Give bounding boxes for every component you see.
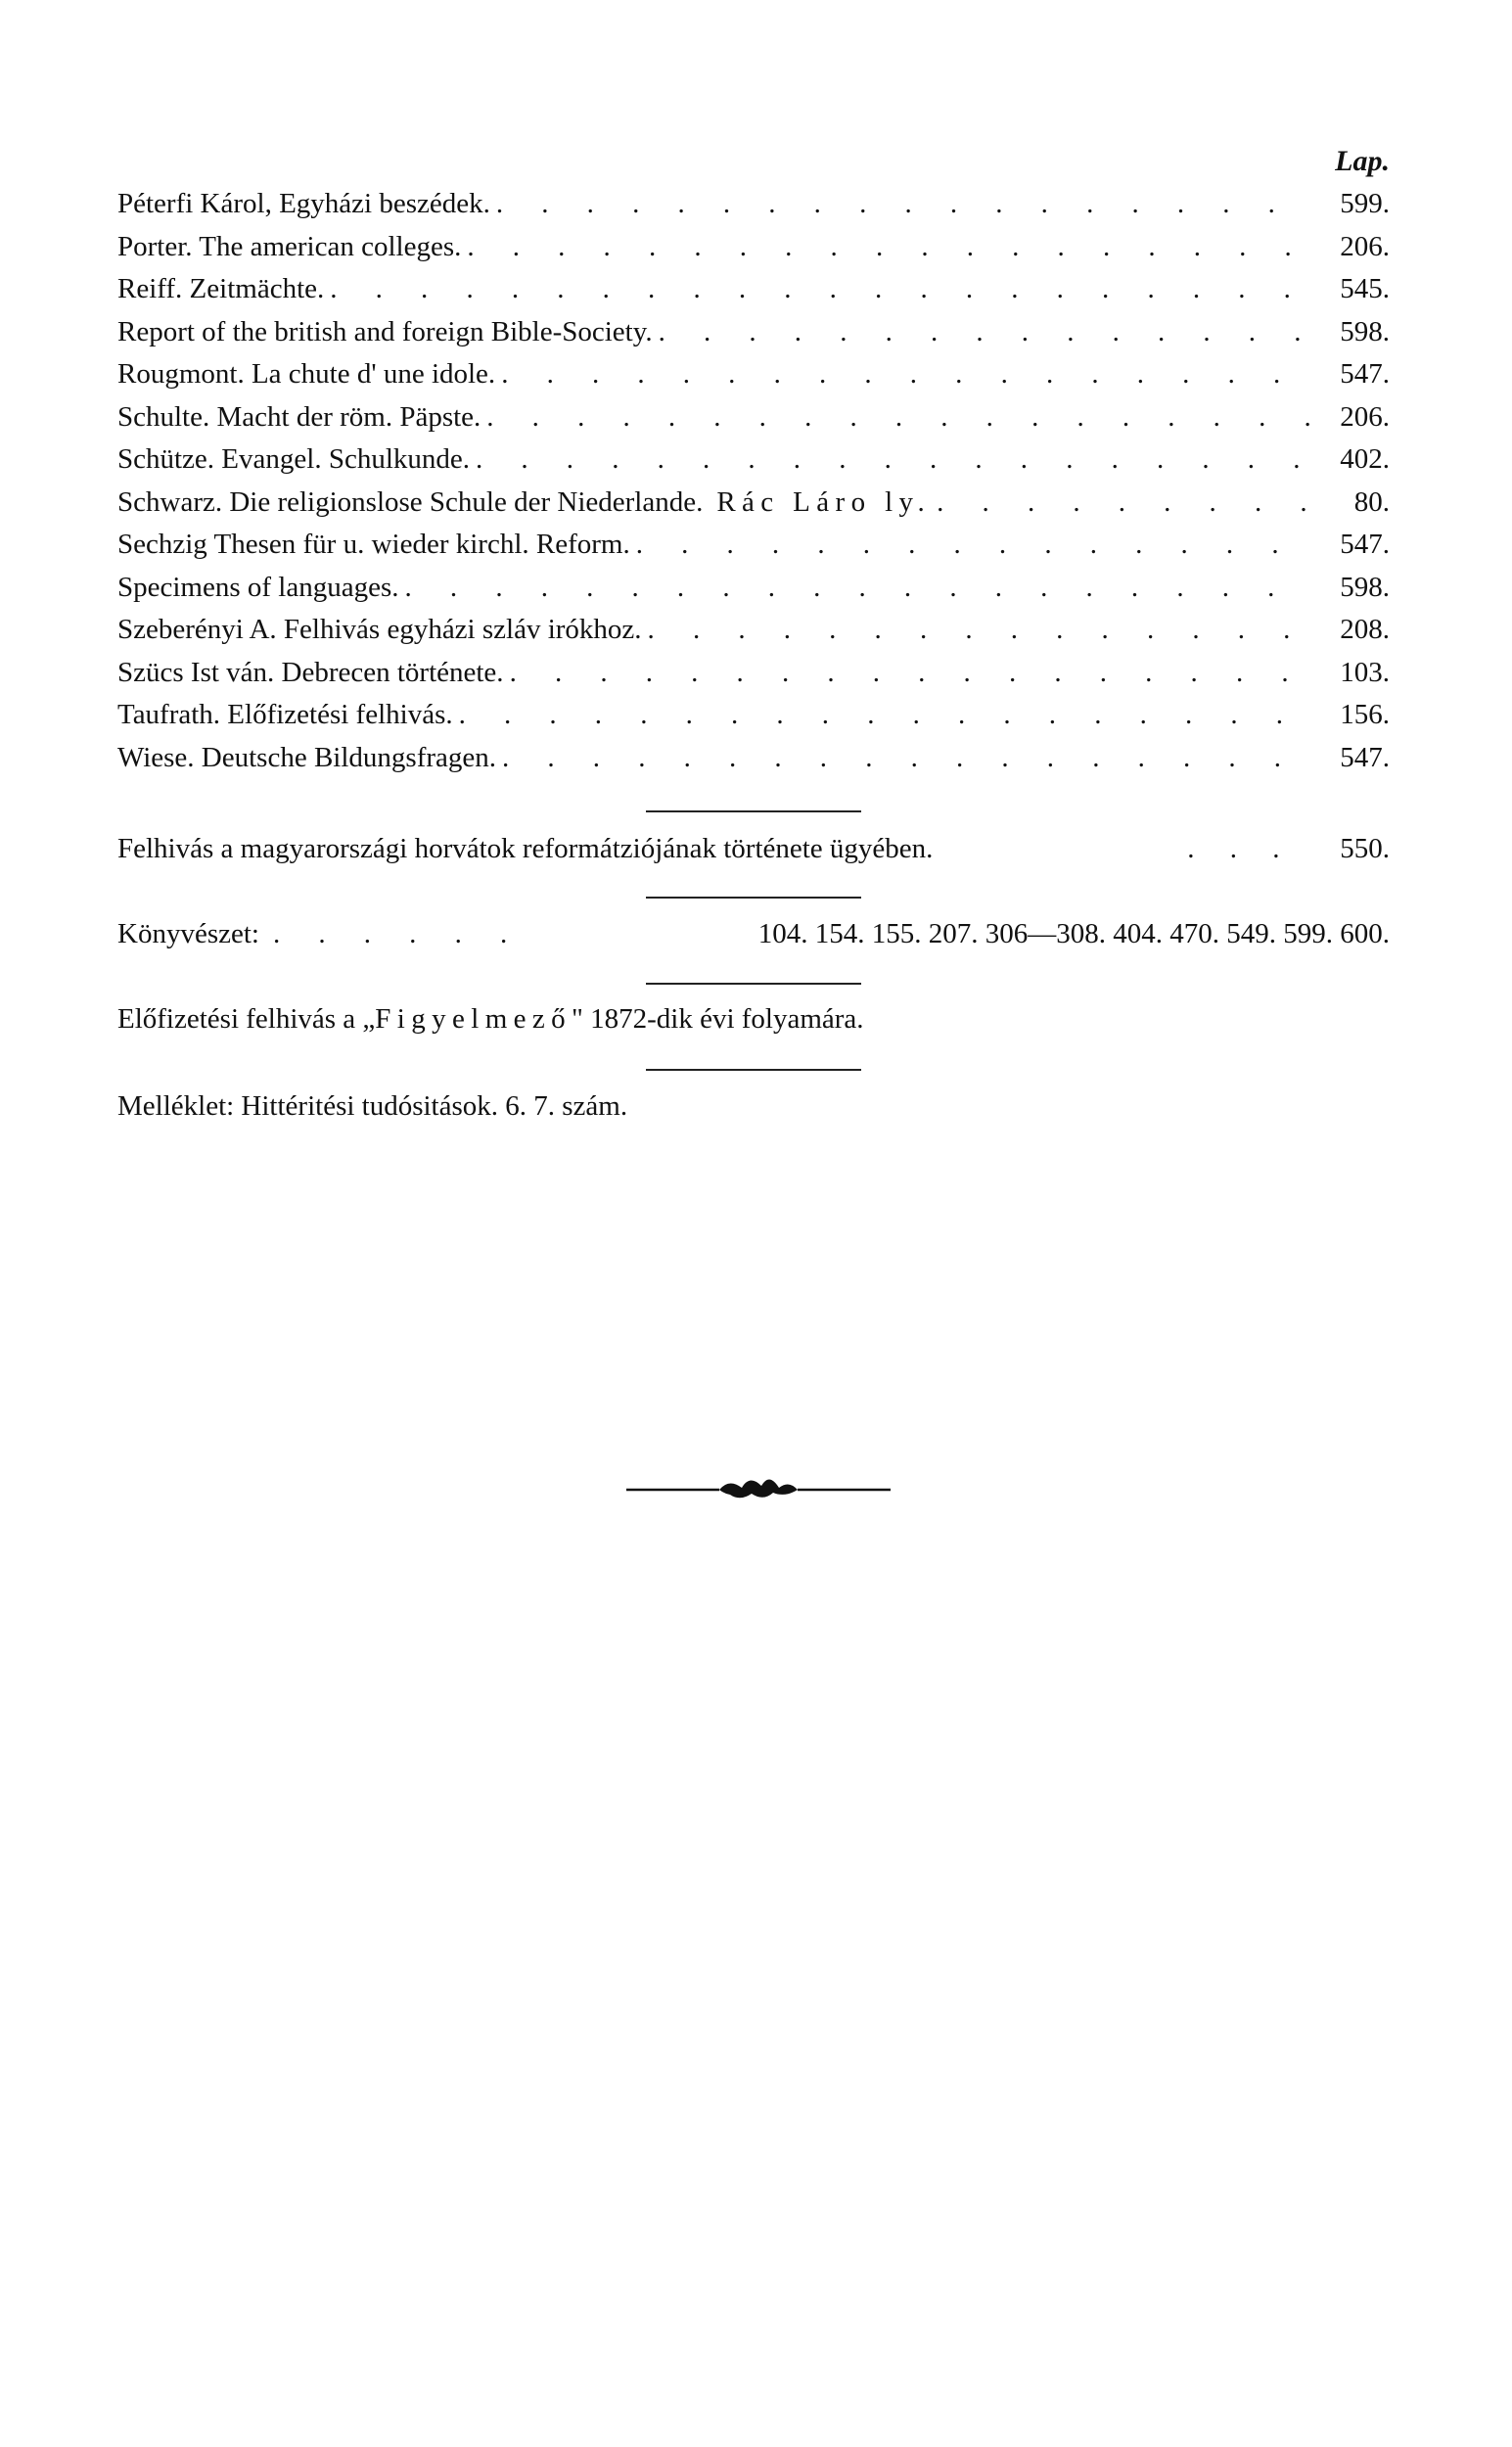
bibliography-label: Könyvészet: <box>117 918 259 949</box>
entry-page-number: 599. <box>1340 188 1390 219</box>
entry-page-number: 156. <box>1340 699 1390 730</box>
entry-page-number: 402. <box>1340 443 1390 475</box>
entry-page-number: 545. <box>1340 273 1390 304</box>
entry-page-number: 547. <box>1340 358 1390 390</box>
subscription-suffix: " 1872-dik évi folyamára. <box>572 1003 864 1035</box>
subscription-prefix: Előfizetési felhivás a „ <box>117 1003 376 1035</box>
entry-title <box>117 396 481 439</box>
entry-title <box>117 311 653 354</box>
entry-title-text: Reiff. Zeitmächte. <box>117 273 325 304</box>
toc-entry <box>117 353 1390 396</box>
entry-title <box>117 183 490 226</box>
dot-leader: . . . . . . <box>272 918 524 949</box>
dot-leader <box>399 567 1311 610</box>
entry-page-number: 547. <box>1340 529 1390 560</box>
toc-entry <box>117 652 1390 695</box>
page-column-header: Lap. <box>1335 145 1390 177</box>
separator-rule <box>646 1069 861 1071</box>
entry-title-text: Szücs Ist ván. Debrecen története. <box>117 656 504 688</box>
entry-page-number: 206. <box>1340 400 1390 433</box>
dot-leader <box>642 609 1311 652</box>
entry-title <box>117 567 399 610</box>
entry-title-text: Schwarz. Die religionslose Schule der Niederlande. <box>117 485 704 518</box>
entry-title-text: Péterfi Károl, Egyházi beszédek. <box>117 188 490 219</box>
dot-leader <box>324 268 1311 311</box>
entry-title-text: Schütze. Evangel. Schulkunde. <box>117 443 470 475</box>
entry-title <box>117 268 324 311</box>
entry-page-number: 80. <box>1353 485 1390 518</box>
entry-title-text: Report of the british and foreign Bible-Society. <box>117 315 653 347</box>
entry-page-number: 598. <box>1340 571 1390 603</box>
dot-leader <box>630 524 1311 567</box>
dot-leader <box>504 652 1311 695</box>
entry-title-text: Sechzig Thesen für u. wieder kirchl. Reform. <box>117 529 630 560</box>
dot-leader <box>653 311 1311 354</box>
toc-entry <box>117 694 1390 737</box>
entry-title-text: Porter. The american colleges. <box>117 230 462 262</box>
entry-title <box>117 353 495 396</box>
entry-title <box>117 737 496 780</box>
entry-title <box>117 694 453 737</box>
appeal-page-number: 550. <box>1340 833 1390 864</box>
toc-entry <box>117 268 1390 311</box>
toc-entry <box>117 737 1390 780</box>
toc-entry <box>117 396 1390 439</box>
entry-title-text: Schulte. Macht der röm. Päpste. <box>117 400 481 433</box>
entry-title <box>117 439 470 482</box>
toc-entry <box>117 226 1390 269</box>
dot-leader <box>495 353 1311 396</box>
entry-title <box>117 482 931 525</box>
toc-entry <box>117 311 1390 354</box>
entry-page-number: 598. <box>1340 315 1390 347</box>
toc-entry <box>117 183 1390 226</box>
dot-leader <box>490 183 1311 226</box>
appeal-text: Felhivás a magyarországi horvátok reformátziójának története ügyében. <box>117 833 934 864</box>
subscription-entry <box>117 1003 864 1036</box>
entry-title-text: Rougmont. La chute d' une idole. <box>117 358 496 390</box>
dot-leader <box>931 482 1311 525</box>
separator-rule <box>646 810 861 812</box>
bibliography-page-refs: 104. 154. 155. 207. 306—308. 404. 470. 549. 599. 600. <box>757 918 1390 949</box>
dot-leader <box>481 396 1311 439</box>
toc-entry <box>117 482 1390 525</box>
entry-title-text: Specimens of languages. <box>117 571 399 603</box>
entry-title-text: Taufrath. Előfizetési felhivás. <box>117 699 453 730</box>
entry-page-number: 206. <box>1340 230 1390 262</box>
table-of-contents <box>117 183 1390 779</box>
entry-title-text: Wiese. Deutsche Bildungsfragen. <box>117 741 496 773</box>
toc-entry <box>117 567 1390 610</box>
toc-entry <box>117 524 1390 567</box>
appendix-entry: Melléklet: Hittéritési tudósitások. 6. 7. szám. <box>117 1090 628 1122</box>
entry-page-number: 208. <box>1340 614 1390 645</box>
entry-reviewer: Rác Láro ly. <box>716 485 932 518</box>
toc-entry <box>117 609 1390 652</box>
entry-title <box>117 609 642 652</box>
dot-leader: . . . <box>1187 833 1294 864</box>
entry-title-text: Szeberényi A. Felhivás egyházi szláv irókhoz. <box>117 614 642 645</box>
entry-title <box>117 524 630 567</box>
entry-title <box>117 226 461 269</box>
separator-rule <box>646 983 861 985</box>
dot-leader <box>496 737 1311 780</box>
appeal-entry <box>117 833 1390 865</box>
entry-page-number: 103. <box>1340 656 1390 688</box>
dot-leader <box>453 694 1311 737</box>
toc-entry <box>117 439 1390 482</box>
ornament-flourish <box>626 1468 891 1507</box>
separator-rule <box>646 897 861 899</box>
bibliography-entry <box>117 918 1390 950</box>
entry-page-number: 547. <box>1340 741 1390 773</box>
dot-leader <box>461 226 1311 269</box>
dot-leader <box>470 439 1311 482</box>
journal-title: Figyelmező <box>375 1003 573 1035</box>
entry-title <box>117 652 504 695</box>
